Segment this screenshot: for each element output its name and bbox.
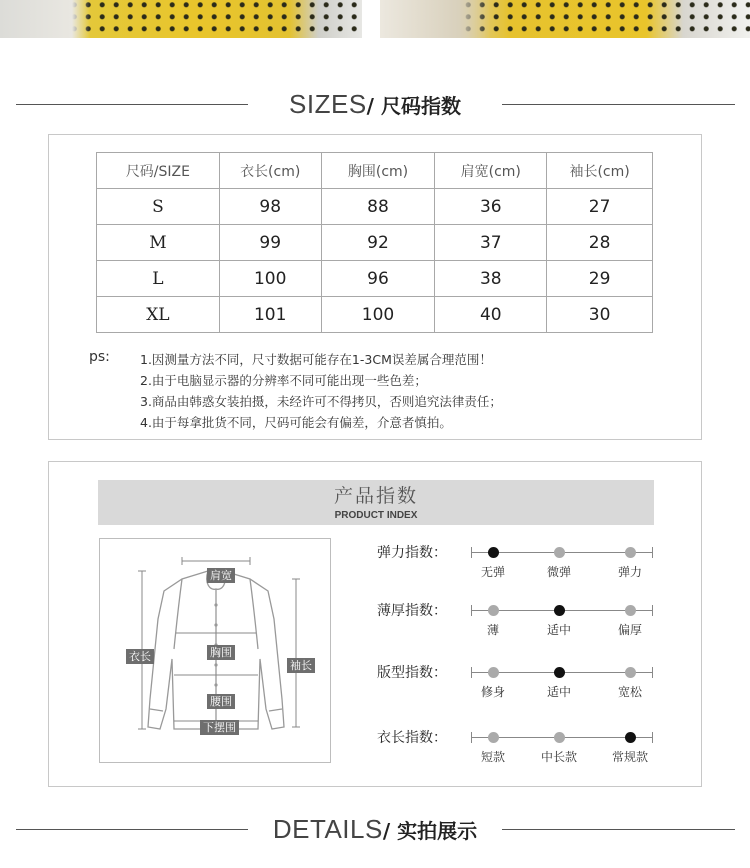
scale-dot <box>625 667 636 678</box>
product-index-title-en: PRODUCT INDEX <box>334 510 418 521</box>
size-table-header: 衣长(cm) <box>219 153 321 189</box>
scale-option-label: 宽松 <box>617 685 642 699</box>
scale-option-label: 适中 <box>546 623 571 637</box>
value-cell: 27 <box>547 189 653 225</box>
details-title-en: DETAILS <box>272 814 383 844</box>
value-cell: 38 <box>435 261 547 297</box>
scale-option-label: 偏厚 <box>617 623 642 637</box>
product-index-box <box>48 461 702 787</box>
value-cell: 37 <box>435 225 547 261</box>
note-item: 3.商品由韩惑女装拍摄，未经许可不得拷贝，否则追究法律责任； <box>140 394 502 409</box>
scale-cap-right <box>652 605 653 616</box>
value-cell: 101 <box>219 297 321 333</box>
size-cell: S <box>97 189 220 225</box>
scale-dot <box>488 605 499 616</box>
scale-dot <box>625 732 636 743</box>
scale-option-label: 中长款 <box>540 750 577 764</box>
scale-option-label: 常规款 <box>611 750 648 764</box>
sizes-title-en: SIZES <box>289 89 367 119</box>
index-row-elasticity <box>377 543 677 583</box>
garment-diagram <box>99 538 331 763</box>
size-cell: XL <box>97 297 220 333</box>
scale-dot <box>554 547 565 558</box>
measure-tag-sleeve: 袖长 <box>287 658 315 673</box>
measure-tag-hem: 下摆围 <box>200 720 239 735</box>
index-scale <box>471 601 653 641</box>
scale-option-label: 修身 <box>480 685 505 699</box>
value-cell: 100 <box>321 297 435 333</box>
scale-dot <box>554 667 565 678</box>
details-title-cn: 实拍展示 <box>397 819 478 843</box>
measure-tag-chest: 胸围 <box>207 645 235 660</box>
scale-dot <box>625 547 636 558</box>
product-index-title-cn: 产品指数 <box>333 485 418 507</box>
sizes-title <box>0 84 750 128</box>
value-cell: 40 <box>435 297 547 333</box>
measure-tag-length: 衣长 <box>126 649 154 664</box>
scale-cap-left <box>471 732 472 743</box>
value-cell: 88 <box>321 189 435 225</box>
scale-dot <box>554 605 565 616</box>
note-item: 1.因测量方法不同，尺寸数据可能存在1-3CM误差属合理范围！ <box>140 352 492 367</box>
scale-option-label: 弹力 <box>617 565 642 579</box>
size-chart-box <box>48 134 702 440</box>
index-label: 版型指数： <box>377 665 447 681</box>
value-cell: 30 <box>547 297 653 333</box>
index-scale <box>471 728 653 768</box>
sizes-title-sep: / <box>366 94 381 118</box>
sizes-title-cn: 尺码指数 <box>380 94 461 118</box>
scale-dot <box>488 547 499 558</box>
size-table-header-row <box>97 153 653 189</box>
index-scale <box>471 663 653 703</box>
scale-cap-left <box>471 667 472 678</box>
scale-dot <box>554 732 565 743</box>
note-item: 4.由于每拿批货不同，尺码可能会有偏差，介意者慎拍。 <box>140 415 452 430</box>
size-cell: L <box>97 261 220 297</box>
index-label: 薄厚指数： <box>377 603 447 619</box>
scale-cap-right <box>652 547 653 558</box>
scale-dot <box>488 732 499 743</box>
value-cell: 99 <box>219 225 321 261</box>
notes-prefix: ps: <box>89 349 110 365</box>
index-row-thickness <box>377 601 677 641</box>
details-title <box>0 809 750 853</box>
value-cell: 36 <box>435 189 547 225</box>
index-scale <box>471 543 653 583</box>
value-cell: 98 <box>219 189 321 225</box>
scale-option-label: 短款 <box>480 750 505 764</box>
sizes-heading <box>0 84 750 124</box>
scale-option-label: 微弹 <box>546 565 571 579</box>
product-index-banner <box>98 480 654 525</box>
table-row <box>97 261 653 297</box>
scale-cap-left <box>471 547 472 558</box>
index-label: 衣长指数： <box>377 730 447 746</box>
value-cell: 28 <box>547 225 653 261</box>
note-item: 2.由于电脑显示器的分辨率不同可能出现一些色差； <box>140 373 427 388</box>
index-row-length <box>377 728 677 768</box>
scale-cap-left <box>471 605 472 616</box>
size-table-header: 胸围(cm) <box>321 153 435 189</box>
measure-tag-shoulder: 肩宽 <box>207 568 235 583</box>
value-cell: 29 <box>547 261 653 297</box>
scale-cap-right <box>652 667 653 678</box>
size-table-header: 尺码/SIZE <box>97 153 220 189</box>
size-table-header: 袖长(cm) <box>547 153 653 189</box>
table-row <box>97 225 653 261</box>
scale-dot <box>625 605 636 616</box>
table-row <box>97 189 653 225</box>
scale-option-label: 无弹 <box>480 565 505 579</box>
product-photo-right <box>380 0 750 38</box>
details-title-sep: / <box>382 819 398 843</box>
scale-option-label: 适中 <box>546 685 571 699</box>
index-row-fit <box>377 663 677 703</box>
size-table-header: 肩宽(cm) <box>435 153 547 189</box>
size-table <box>96 152 653 333</box>
table-row <box>97 297 653 333</box>
value-cell: 92 <box>321 225 435 261</box>
notes-list <box>140 349 502 433</box>
product-photo-left <box>0 0 362 38</box>
measure-tag-waist: 腰围 <box>207 694 235 709</box>
details-heading <box>0 809 750 849</box>
scale-dot <box>488 667 499 678</box>
scale-option-label: 薄 <box>486 623 499 637</box>
index-label: 弹力指数： <box>377 545 447 561</box>
product-photo-strip <box>0 0 750 38</box>
value-cell: 96 <box>321 261 435 297</box>
value-cell: 100 <box>219 261 321 297</box>
scale-cap-right <box>652 732 653 743</box>
size-cell: M <box>97 225 220 261</box>
